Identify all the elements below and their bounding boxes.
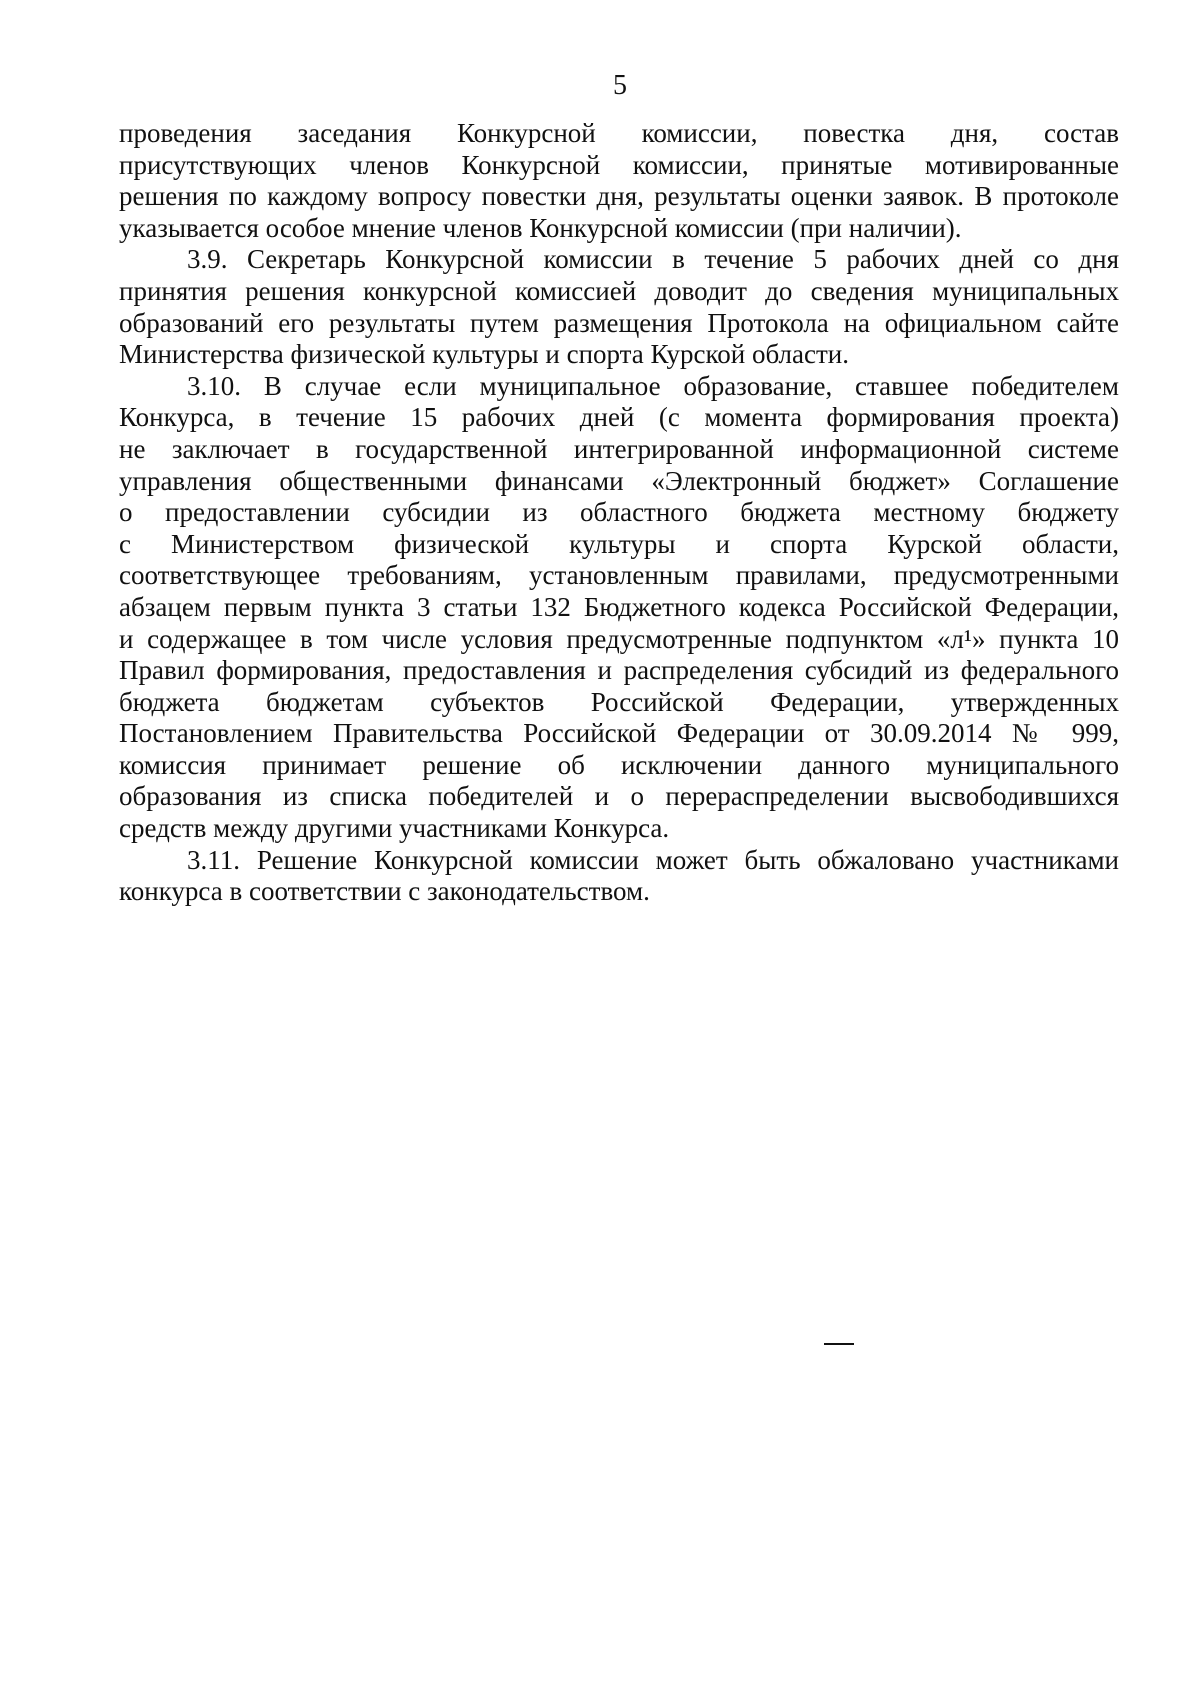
text-line: не заключает в государственной интегрированной информационной системе: [119, 433, 1119, 464]
text-line: с Министерством физической культуры и спорта Курской области,: [119, 528, 1119, 559]
text-line: решения по каждому вопросу повестки дня, результаты оценки заявок. В протоколе: [119, 181, 1119, 212]
text-line: управления общественными финансами «Электронный бюджет» Соглашение: [119, 465, 1119, 496]
text-line: образований его результаты путем размещения Протокола на официальном сайте: [119, 307, 1119, 338]
paragraph-continuation: [119, 118, 1119, 244]
text-line: бюджета бюджетам субъектов Российской Федерации, утвержденных: [119, 686, 1119, 717]
end-of-document-mark: [824, 1343, 854, 1345]
text-line: Постановлением Правительства Российской Федерации от 30.09.2014 № 999,: [119, 718, 1119, 749]
text-line: конкурса в соответствии с законодательством.: [119, 876, 650, 907]
text-line: 3.10. В случае если муниципальное образование, ставшее победителем: [187, 370, 1119, 401]
text-line: Конкурса, в течение 15 рабочих дней (с момента формирования проекта): [119, 402, 1119, 433]
paragraph-3-10: [119, 371, 1119, 845]
text-line: присутствующих членов Конкурсной комиссии, принятые мотивированные: [119, 149, 1119, 180]
paragraph-3-11: [119, 845, 1119, 908]
text-line: соответствующее требованиям, установленным правилами, предусмотренными: [119, 560, 1119, 591]
text-line: 3.11. Решение Конкурсной комиссии может быть обжаловано участниками: [187, 844, 1119, 875]
text-line: о предоставлении субсидии из областного бюджета местному бюджету: [119, 497, 1119, 528]
document-body: [119, 118, 1119, 908]
text-line: Министерства физической культуры и спорта Курской области.: [119, 339, 849, 370]
text-line: проведения заседания Конкурсной комиссии, повестка дня, состав: [119, 118, 1119, 148]
text-line: и содержащее в том числе условия предусмотренные подпунктом «л¹» пункта 10: [119, 623, 1119, 654]
text-line: образования из списка победителей и о перераспределении высвободившихся: [119, 781, 1119, 812]
page-number: 5: [613, 70, 627, 101]
text-line: 3.9. Секретарь Конкурсной комиссии в течение 5 рабочих дней со дня: [187, 244, 1119, 275]
text-line: Правил формирования, предоставления и распределения субсидий из федерального: [119, 655, 1119, 686]
text-line: указывается особое мнение членов Конкурсной комиссии (при наличии).: [119, 212, 962, 243]
text-line: средств между другими участниками Конкурса.: [119, 813, 670, 844]
paragraph-3-9: [119, 244, 1119, 370]
text-line: абзацем первым пункта 3 статьи 132 Бюджетного кодекса Российской Федерации,: [119, 591, 1119, 622]
text-line: принятия решения конкурсной комиссией доводит до сведения муниципальных: [119, 275, 1119, 306]
text-line: комиссия принимает решение об исключении данного муниципального: [119, 749, 1119, 780]
